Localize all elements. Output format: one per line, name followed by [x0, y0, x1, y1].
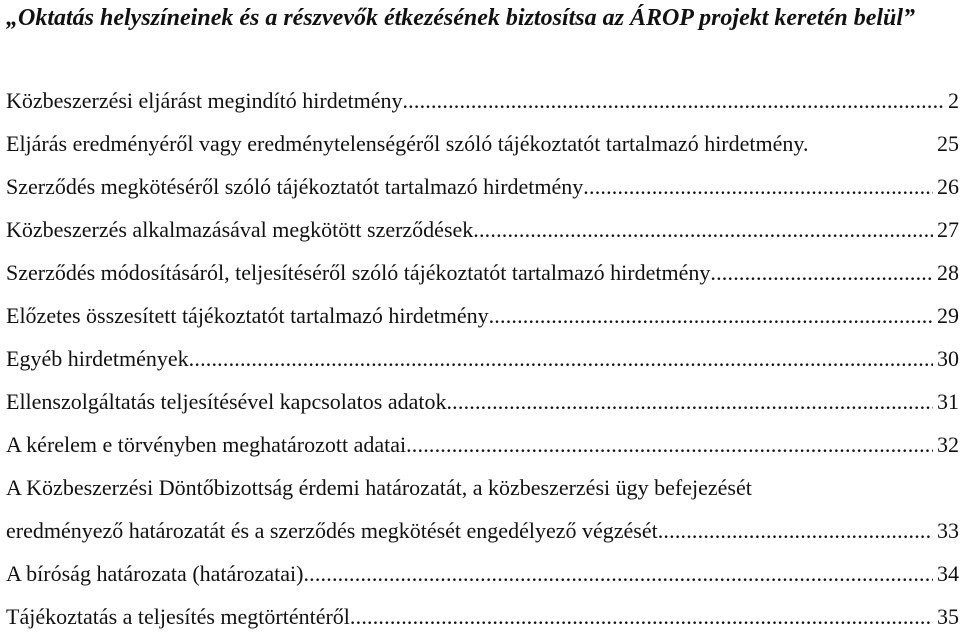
toc-page-number: 28 [937, 260, 959, 285]
toc-leader-dots [658, 514, 933, 548]
toc-leader-dots [189, 342, 933, 376]
toc-page-number: 35 [937, 604, 959, 629]
toc-entry-text: Tájékoztatás a teljesítés megtörténtéről [6, 604, 350, 629]
toc-page-number: 2 [948, 88, 959, 113]
toc-page-number: 33 [937, 518, 959, 543]
toc-entry[interactable] [6, 514, 959, 557]
toc-page-number: 31 [937, 389, 959, 414]
toc-page-number: 25 [937, 131, 959, 156]
toc-entry-text: Ellenszolgáltatás teljesítésével kapcsolatos adatok [6, 389, 447, 414]
toc-leader-dots [489, 299, 933, 333]
toc-leader-dots [350, 600, 933, 634]
toc-entry[interactable] [6, 557, 959, 600]
toc-entry[interactable] [6, 256, 959, 299]
toc-entry-text: Közbeszerzési eljárást megindító hirdetmény [6, 88, 403, 113]
toc-entry-text: Közbeszerzés alkalmazásával megkötött szerződések [6, 217, 474, 242]
toc-leader-dots [446, 385, 933, 419]
toc-page-number: 26 [937, 174, 959, 199]
document-heading: „Oktatás helyszíneinek és a részvevők étkezésének biztosítsa az ÁROP projekt keretén belül” [6, 5, 916, 31]
toc-entry-text: A bíróság határozata (határozatai) [6, 561, 304, 586]
toc-entry[interactable] [6, 342, 959, 385]
toc-page-number: 34 [937, 561, 959, 586]
toc-entry-text: Eljárás eredményéről vagy eredménytelenségéről szóló tájékoztatót tartalmazó hirdetmény. [6, 131, 809, 156]
toc-page-number: 29 [937, 303, 959, 328]
table-of-contents [6, 84, 959, 643]
toc-entry[interactable] [6, 84, 959, 127]
toc-leader-dots [406, 428, 933, 462]
toc-entry-text: Szerződés megkötéséről szóló tájékoztatót tartalmazó hirdetmény [6, 174, 584, 199]
toc-entry-text: Egyéb hirdetmények [6, 346, 189, 371]
toc-entry-text: eredményező határozatát és a szerződés megkötését engedélyező végzését [6, 518, 658, 543]
toc-leader-dots [473, 213, 933, 247]
toc-entry[interactable] [6, 127, 959, 170]
toc-entry-text: Szerződés módosításáról, teljesítéséről szóló tájékoztatót tartalmazó hirdetmény [6, 260, 711, 285]
toc-entry[interactable] [6, 385, 959, 428]
toc-page-number: 32 [937, 432, 959, 457]
toc-entry-text: Előzetes összesített tájékoztatót tartalmazó hirdetmény [6, 303, 489, 328]
toc-entry[interactable] [6, 170, 959, 213]
toc-entry[interactable] [6, 213, 959, 256]
toc-leader-dots [303, 557, 933, 591]
toc-entry[interactable] [6, 299, 959, 342]
toc-page-number: 27 [937, 217, 959, 242]
toc-entry-text: A kérelem e törvényben meghatározott adatai [6, 432, 407, 457]
toc-leader-dots [710, 256, 933, 290]
toc-entry-text: A Közbeszerzési Döntőbizottság érdemi határozatát, a közbeszerzési ügy befejezését [6, 475, 752, 500]
toc-leader-dots [402, 84, 944, 118]
toc-entry[interactable] [6, 600, 959, 643]
toc-page-number: 30 [937, 346, 959, 371]
toc-entry[interactable] [6, 471, 959, 514]
toc-entry[interactable] [6, 428, 959, 471]
toc-leader-dots [583, 170, 933, 204]
